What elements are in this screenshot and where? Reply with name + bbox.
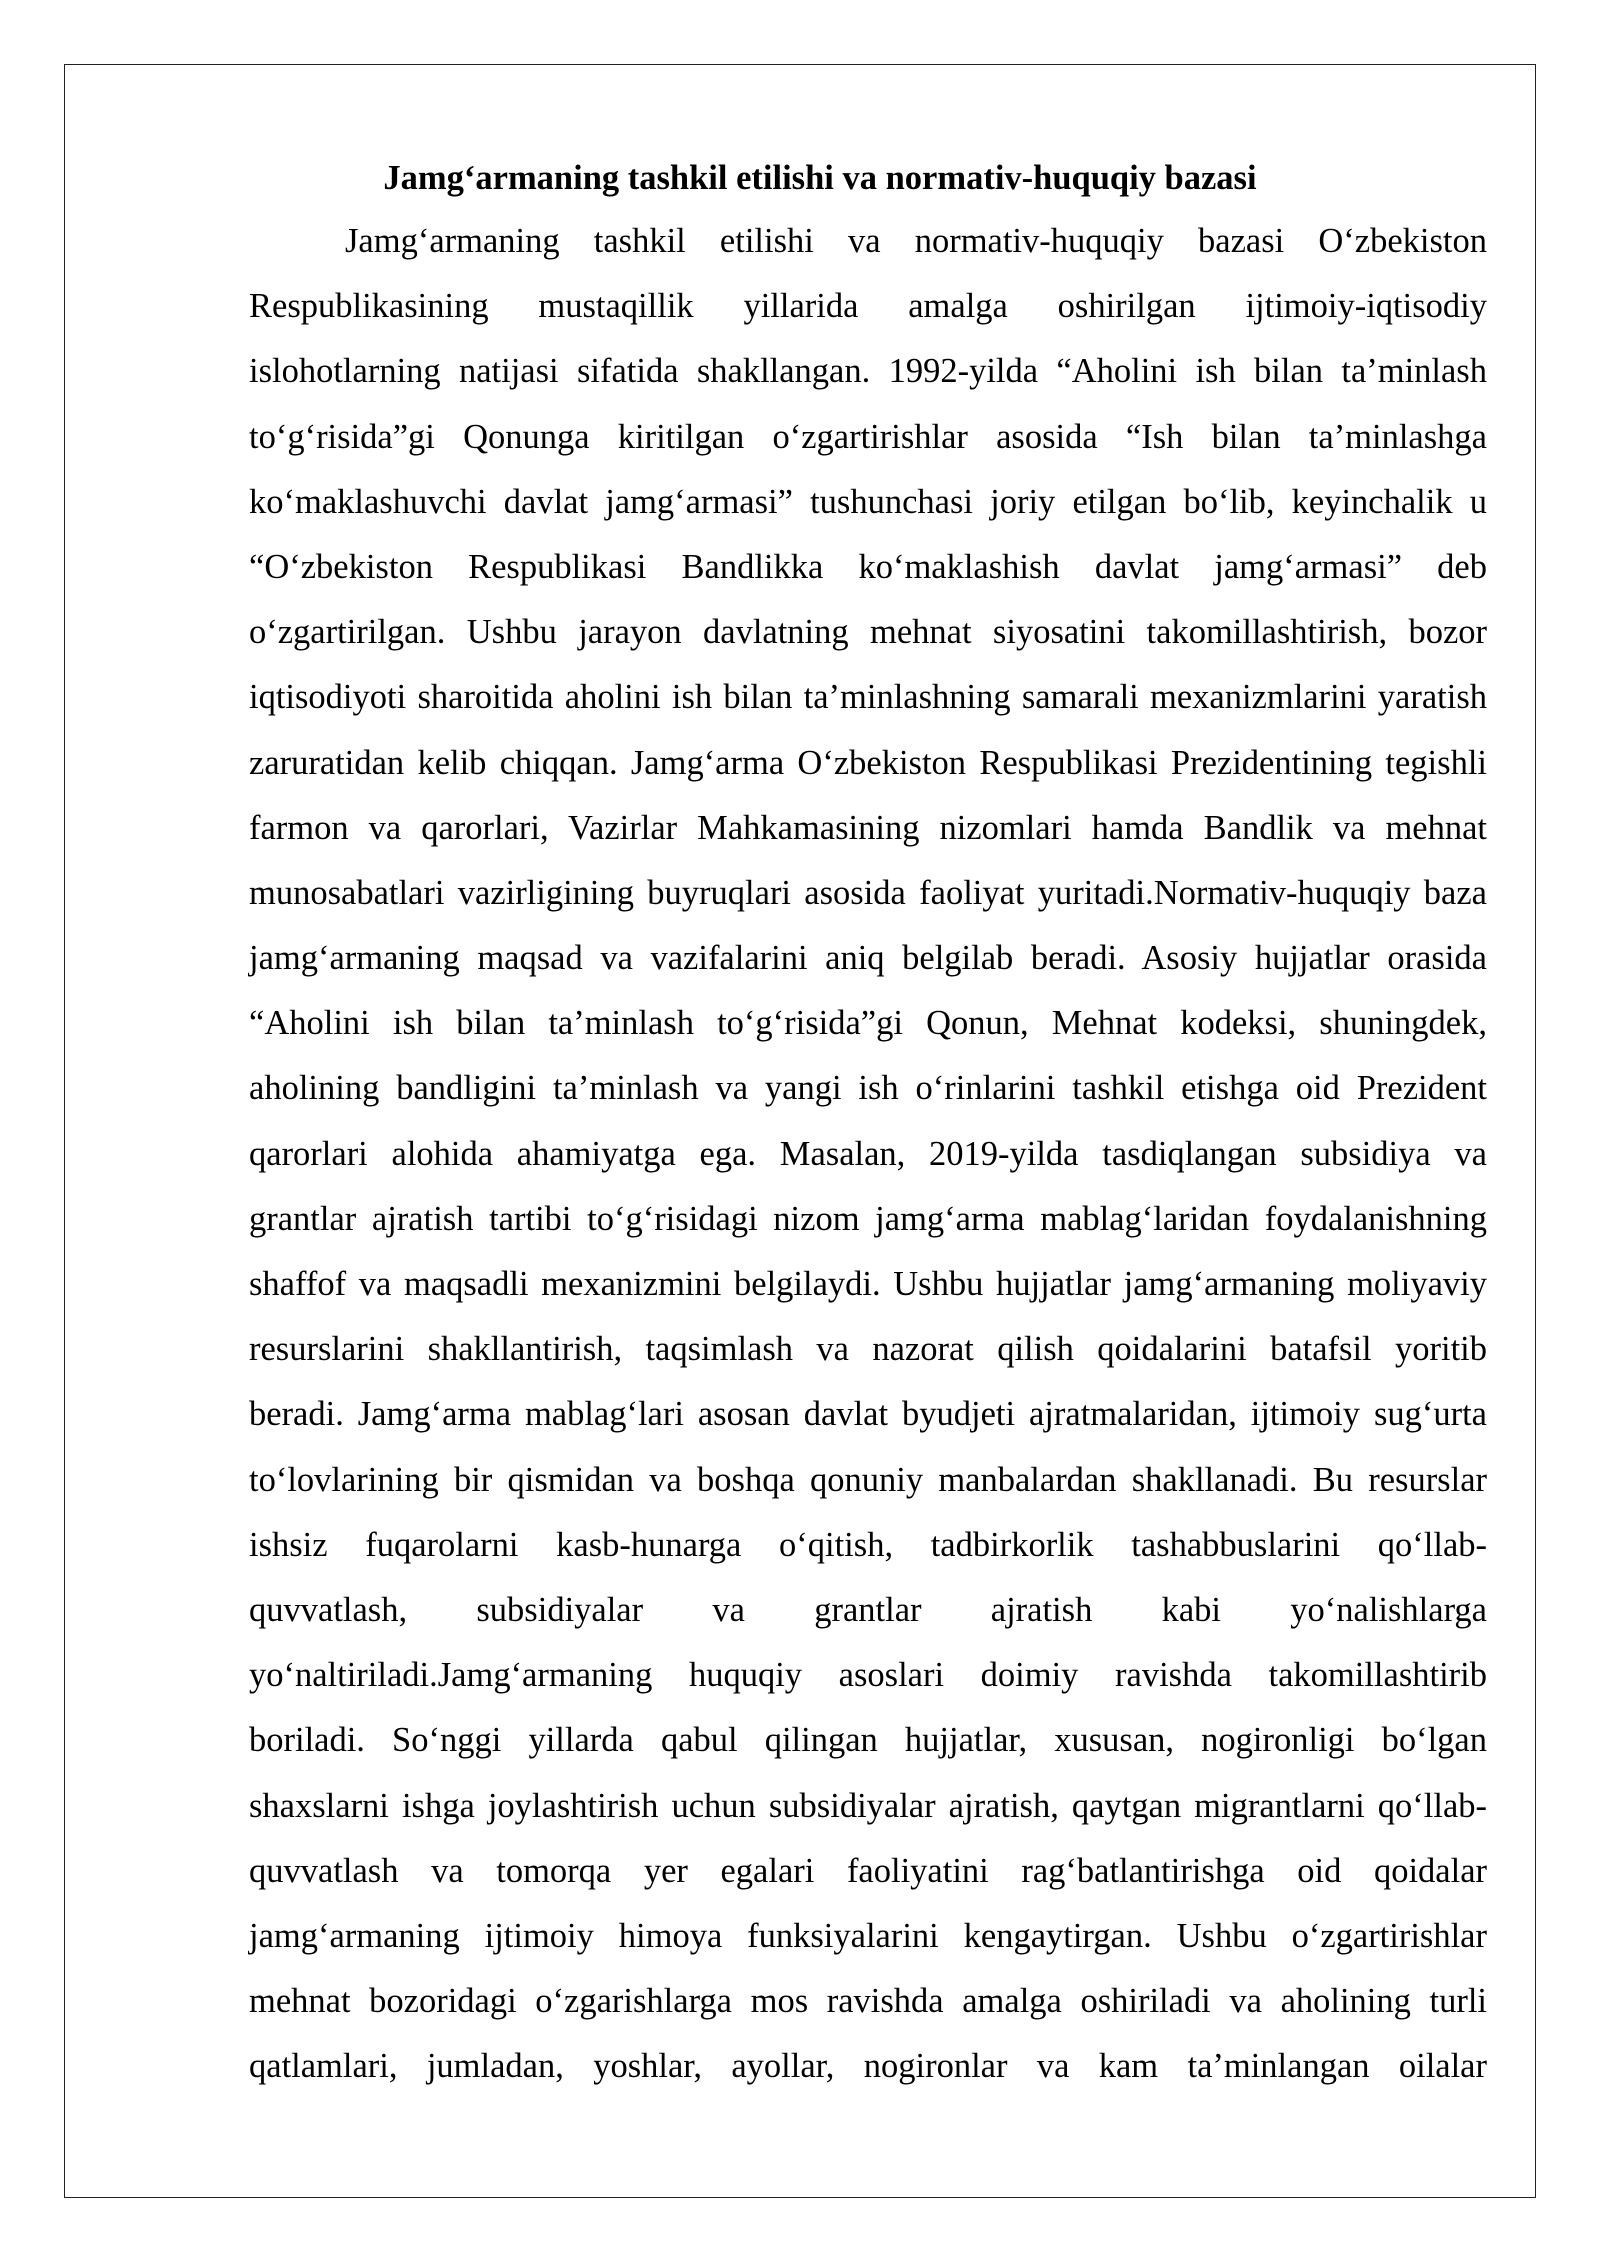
paragraph	[153, 209, 1487, 2099]
text-line: resurslarini shakllantirish, taqsimlash va nazorat qilish qoidalarini batafsil yoritib	[249, 1330, 1487, 1369]
text-line: quvvatlash va tomorqa yer egalari faoliyatini rag‘batlantirishga oid qoidalar	[249, 1851, 1487, 1890]
document-body	[153, 147, 1487, 2099]
text-line: iqtisodiyoti sharoitida aholini ish bilan ta’minlashning samarali mexanizmlarini yaratish	[249, 678, 1487, 717]
text-line: boriladi. So‘nggi yillarda qabul qilingan hujjatlar, xususan, nogironligi bo‘lgan	[249, 1721, 1487, 1760]
text-line: “Aholini ish bilan ta’minlash to‘g‘risida”gi Qonun, Mehnat kodeksi, shuningdek,	[249, 1004, 1487, 1043]
text-line: quvvatlash, subsidiyalar va grantlar ajratish kabi yo‘nalishlarga	[249, 1590, 1487, 1629]
text-line: shaffof va maqsadli mexanizmini belgilaydi. Ushbu hujjatlar jamg‘armaning moliyaviy	[249, 1265, 1487, 1303]
text-line: shaxslarni ishga joylashtirish uchun subsidiyalar ajratish, qaytgan migrantlarni qo‘llab-	[249, 1786, 1487, 1825]
text-line: mehnat bozoridagi o‘zgarishlarga mos ravishda amalga oshiriladi va aholining turli	[249, 1982, 1487, 2021]
text-line: to‘g‘risida”gi Qonunga kiritilgan o‘zgartirishlar asosida “Ish bilan ta’minlashga	[249, 417, 1487, 456]
text-line: qarorlari alohida ahamiyatga ega. Masalan, 2019-yilda tasdiqlangan subsidiya va	[249, 1134, 1487, 1173]
text-line: jamg‘armaning ijtimoiy himoya funksiyalarini kengaytirgan. Ushbu o‘zgartirishlar	[249, 1916, 1487, 1955]
text-line: zaruratidan kelib chiqqan. Jamg‘arma O‘zbekiston Respublikasi Prezidentining tegishli	[249, 743, 1487, 782]
text-line: qatlamlari, jumladan, yoshlar, ayollar, nogironlar va kam ta’minlangan oilalar	[249, 2047, 1487, 2086]
text-line: jamg‘armaning maqsad va vazifalarini aniq belgilab beradi. Asosiy hujjatlar orasida	[249, 939, 1487, 978]
document-title: Jamg‘armaning tashkil etilishi va normativ-huquqiy bazasi	[383, 159, 1257, 197]
text-line: “O‘zbekiston Respublikasi Bandlikka ko‘maklashish davlat jamg‘armasi” deb	[249, 547, 1487, 586]
text-line: ishsiz fuqarolarni kasb-hunarga o‘qitish, tadbirkorlik tashabbuslarini qo‘llab-	[249, 1525, 1487, 1564]
text-line: beradi. Jamg‘arma mablag‘lari asosan davlat byudjeti ajratmalaridan, ijtimoiy sug‘urta	[249, 1395, 1487, 1434]
text-line: grantlar ajratish tartibi to‘g‘risidagi nizom jamg‘arma mablag‘laridan foydalanishning	[249, 1199, 1487, 1238]
text-line: to‘lovlarining bir qismidan va boshqa qonuniy manbalardan shakllanadi. Bu resurslar	[249, 1460, 1487, 1499]
text-line: Respublikasining mustaqillik yillarida amalga oshirilgan ijtimoiy-iqtisodiy	[249, 287, 1487, 326]
text-line: Jamg‘armaning tashkil etilishi va normativ-huquqiy bazasi O‘zbekiston	[345, 222, 1487, 260]
text-line: aholining bandligini ta’minlash va yangi ish o‘rinlarini tashkil etishga oid Prezident	[249, 1069, 1487, 1108]
text-line: farmon va qarorlari, Vazirlar Mahkamasining nizomlari hamda Bandlik va mehnat	[249, 808, 1487, 847]
text-line: islohotlarning natijasi sifatida shakllangan. 1992-yilda “Aholini ish bilan ta’minlash	[249, 352, 1487, 391]
text-line: o‘zgartirilgan. Ushbu jarayon davlatning mehnat siyosatini takomillashtirish, bozor	[249, 613, 1487, 652]
text-line: yo‘naltiriladi.Jamg‘armaning huquqiy asoslari doimiy ravishda takomillashtirib	[249, 1656, 1487, 1695]
text-line: munosabatlari vazirligining buyruqlari asosida faoliyat yuritadi.Normativ-huquqiy baza	[249, 873, 1487, 912]
text-line: ko‘maklashuvchi davlat jamg‘armasi” tushunchasi joriy etilgan bo‘lib, keyinchalik u	[249, 482, 1487, 521]
